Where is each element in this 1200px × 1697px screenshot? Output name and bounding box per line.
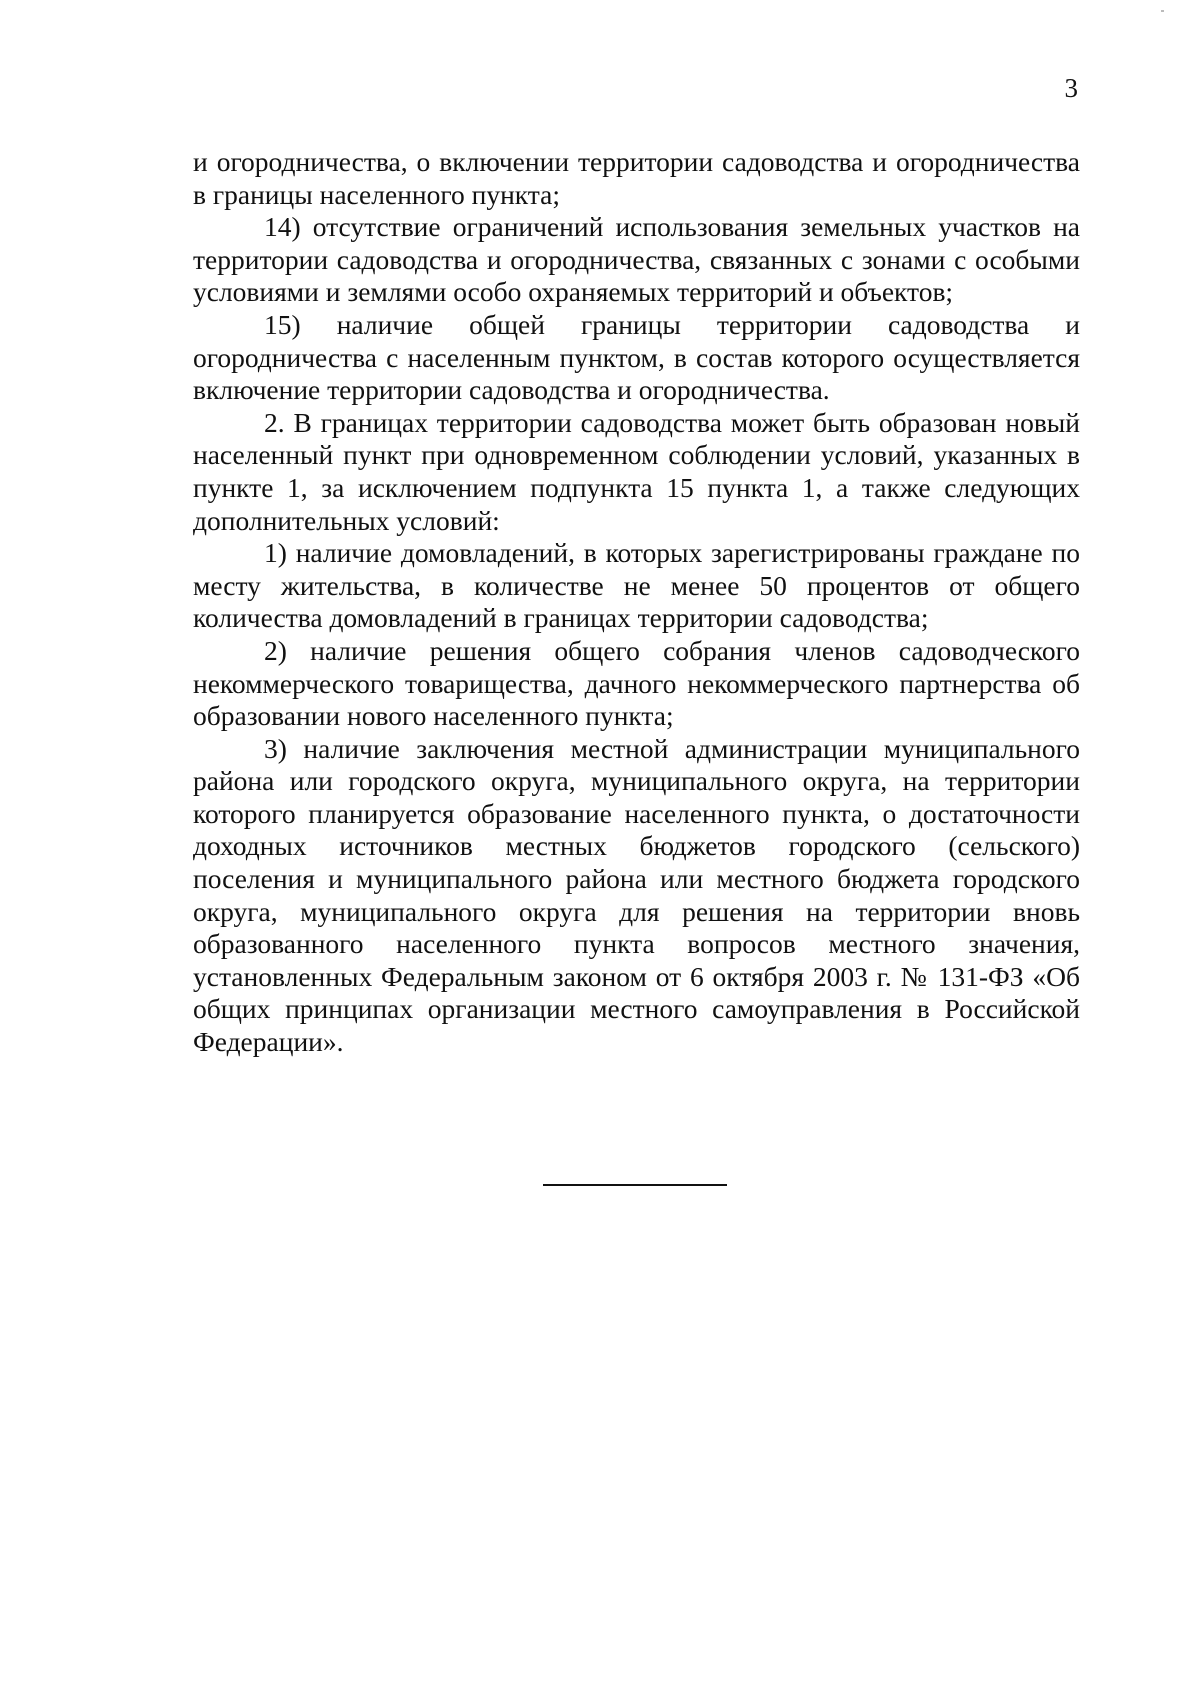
paragraph-subitem-3: 3) наличие заключения местной администрации муниципального района или городского округа, муниципального округа, на территории которого планируется образование населенного пункта, о достаточности доходных источников местных бюджетов городского (сельского) поселения и муниципального района или местного бюджета городского округа, муниципального округа для решения на территории вновь образованного населенного пункта вопросов местного значения, установленных Федеральным законом от 6 октября 2003 г. № 131-ФЗ «Об общих принципах организации местного самоуправления в Российской Федерации». xyxy=(193,732,1080,1058)
paragraph-item-14: 14) отсутствие ограничений использования земельных участков на территории садоводства и огородничества, связанных с зонами с особыми условиями и землями особо охраняемых территорий и объектов; xyxy=(193,211,1080,308)
paragraph-subitem-2: 2) наличие решения общего собрания членов садоводческого некоммерческого товарищества, дачного некоммерческого партнерства об образовании нового населенного пункта; xyxy=(193,634,1080,732)
paragraph-continuation: и огородничества, о включении территории садоводства и огородничества в границы населенного пункта; xyxy=(193,146,1080,210)
document-body xyxy=(193,146,1080,1059)
paragraph-point-2: 2. В границах территории садоводства может быть образован новый населенный пункт при одновременном соблюдении условий, указанных в пункте 1, за исключением подпункта 15 пункта 1, а также следующих дополнительных условий: xyxy=(193,406,1080,536)
page-number: 3 xyxy=(1064,73,1078,103)
end-of-document-rule xyxy=(543,1184,727,1186)
paragraph-subitem-1: 1) наличие домовладений, в которых зарегистрированы граждане по месту жительства, в количестве не менее 50 процентов от общего количества домовладений в границах территории садоводства; xyxy=(193,537,1080,634)
scan-artifact xyxy=(1161,10,1164,12)
paragraph-item-15: 15) наличие общей границы территории садоводства и огородничества с населенным пунктом, в состав которого осуществляется включение территории садоводства и огородничества. xyxy=(193,308,1080,406)
